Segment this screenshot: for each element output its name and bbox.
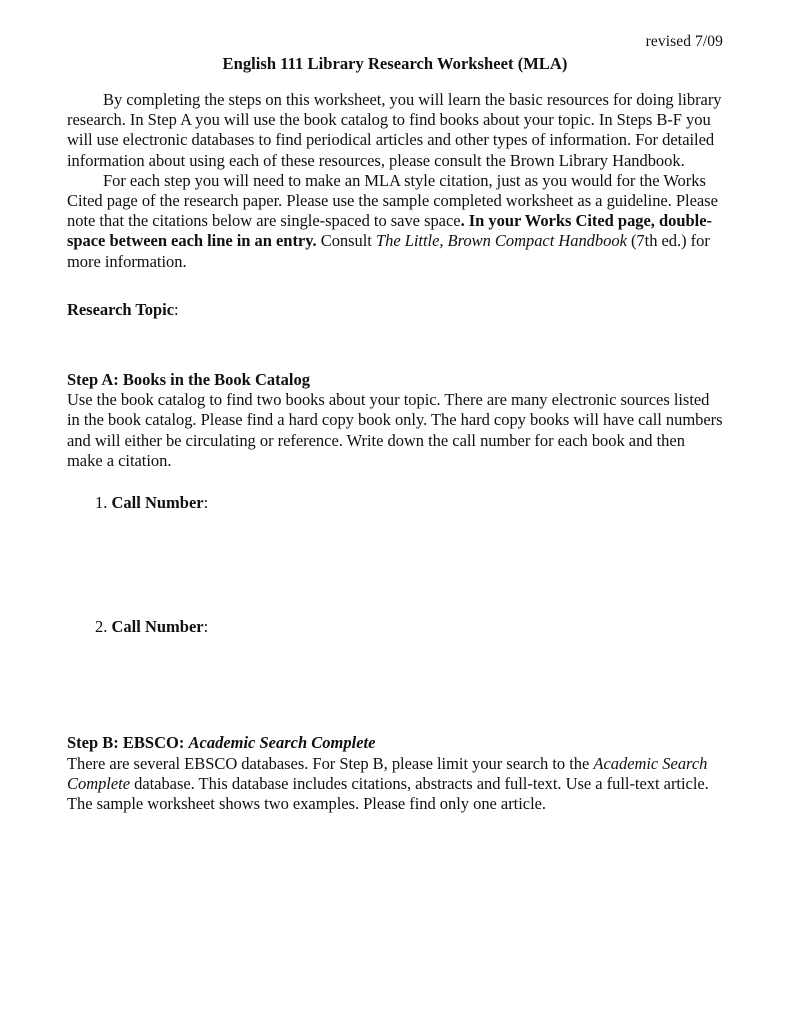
revision-note: revised 7/09 <box>645 33 723 50</box>
research-topic-field <box>67 300 723 320</box>
citation-paragraph-bold: . In your Works Cited page, double-space between each line in an entry. <box>67 211 712 251</box>
step-a-heading: Step A: Books in the Book Catalog <box>67 370 310 390</box>
spacer <box>67 348 723 370</box>
citation-paragraph-part2: Consult <box>316 231 376 251</box>
research-topic-colon: : <box>174 299 179 319</box>
page-title: English 111 Library Research Worksheet (MLA) <box>222 54 568 73</box>
step-a-body: Use the book catalog to find two books about your topic. There are many electronic sources listed in the book catalog. Please find a hard copy book only. The hard copy books will have call numbers and will either be circulating or reference. Write down the call number for each book and then make a citation. <box>67 390 723 470</box>
call-number-colon: : <box>203 493 209 513</box>
step-b-heading-plain: Step B: EBSCO: <box>67 733 189 753</box>
step-b-body-part2: database. This database includes citations, abstracts and full-text. Use a full-text article. The sample worksheet shows two examples. Please find only one article. <box>67 773 709 814</box>
spacer <box>67 320 723 348</box>
list-item <box>95 617 723 637</box>
call-number-label: Call Number <box>111 493 204 513</box>
step-b-heading-database: Academic Search Complete <box>188 733 376 753</box>
step-b-body <box>67 754 723 815</box>
intro-paragraph <box>67 90 723 171</box>
spacer <box>67 471 723 493</box>
call-number-label: Call Number <box>111 617 204 637</box>
spacer <box>67 272 723 300</box>
spacer <box>67 74 723 90</box>
citation-paragraph-part1: For each step you will need to make an MLA style citation, just as you would for the Works Cited page of the research paper. Please use the sample completed worksheet as a guideline. Please note that the citations below are single-spaced to save space <box>67 170 718 231</box>
research-topic-label: Research Topic <box>67 299 174 319</box>
list-item <box>95 493 723 513</box>
call-number-colon: : <box>203 617 209 637</box>
citation-paragraph <box>67 171 723 272</box>
intro-paragraph-text: By completing the steps on this worksheet, you will learn the basic resources for doing library research. In Step A you will use the book catalog to find books about your topic. In Steps B-F you will use electronic databases to find periodical articles and other types of information. For detailed information about using each of these resources, please consult the Brown Library Handbook. <box>67 90 722 170</box>
answer-space[interactable] <box>67 513 723 617</box>
database-name: Academic Search Complete <box>67 753 708 793</box>
document-content <box>67 32 723 814</box>
handbook-title: The Little, Brown Compact Handbook <box>375 231 627 251</box>
answer-space[interactable] <box>67 637 723 733</box>
step-b-body-part1: There are several EBSCO databases. For Step B, please limit your search to the <box>67 753 594 773</box>
citation-paragraph-part3: (7th ed.) for more information. <box>67 231 710 271</box>
step-b-heading <box>67 733 723 753</box>
item-number: 1. <box>95 493 108 513</box>
item-number: 2. <box>95 617 108 637</box>
